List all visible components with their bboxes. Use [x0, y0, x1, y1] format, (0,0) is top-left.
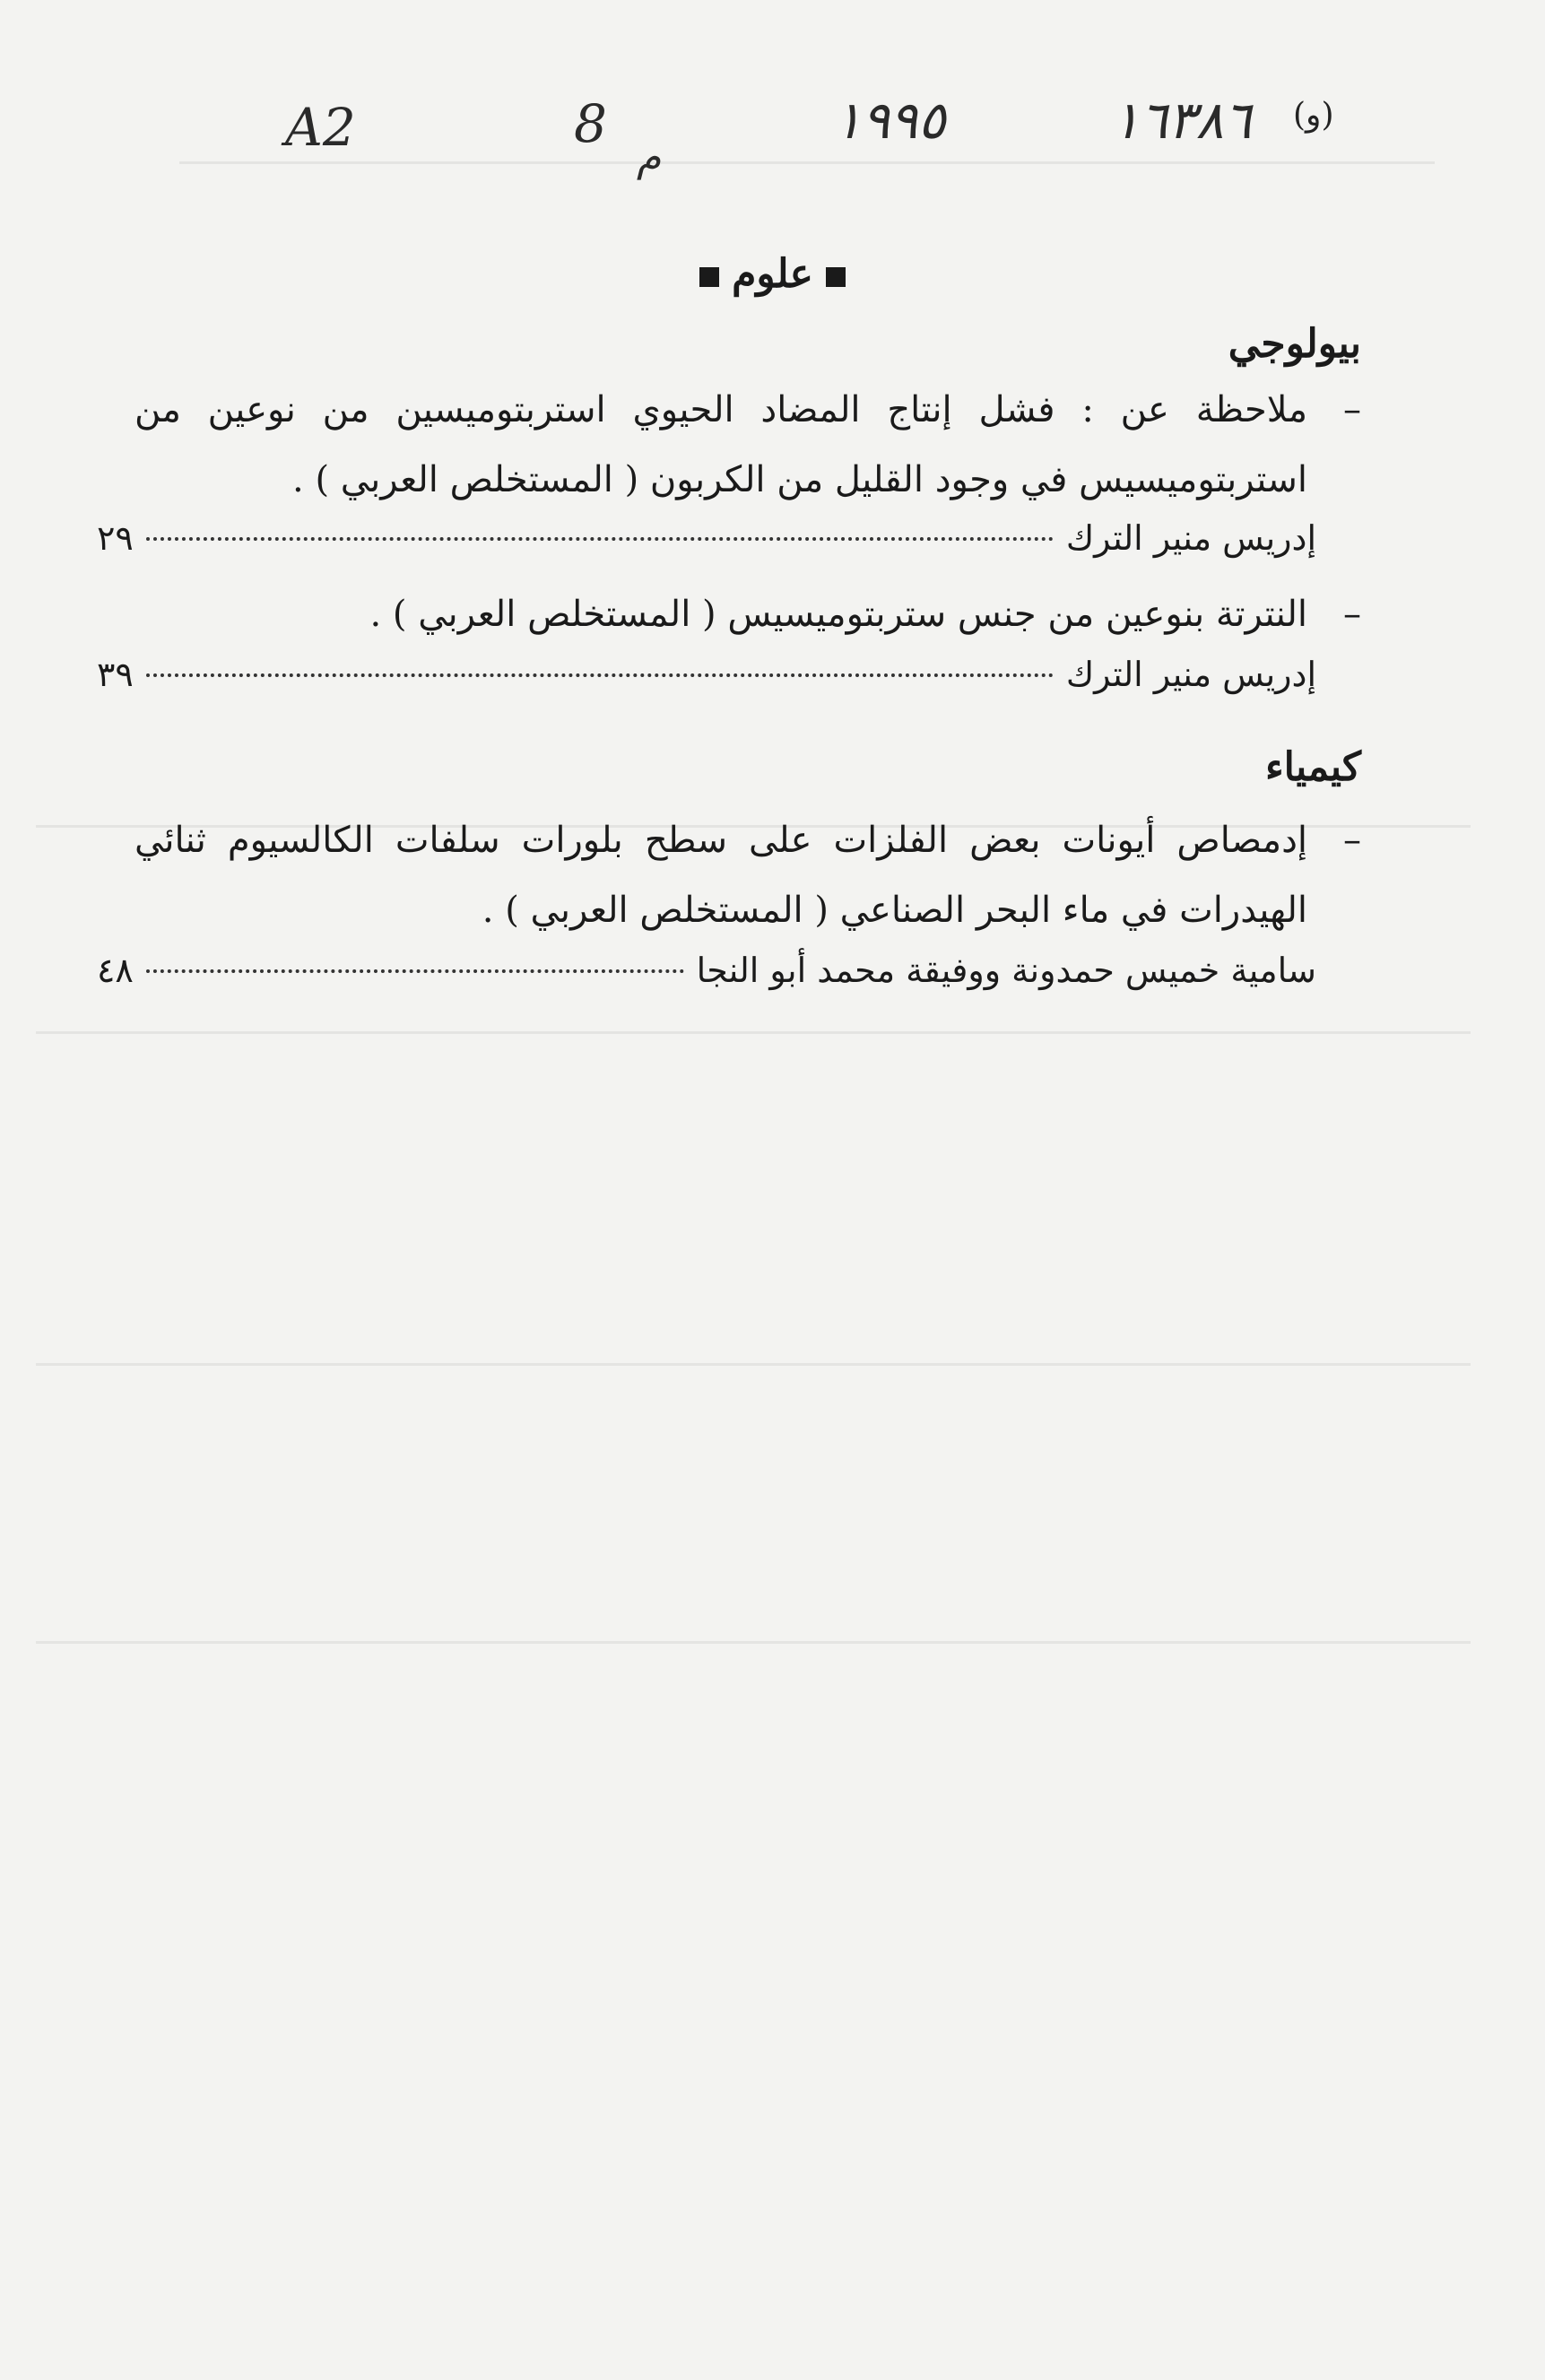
dot-leader — [146, 969, 684, 973]
bleed-through-line — [36, 1363, 1471, 1366]
toc-entry — [135, 579, 1361, 649]
toc-author-line — [97, 951, 1316, 990]
page-marker: (و) — [1293, 97, 1334, 134]
entry-dash: – — [1343, 594, 1361, 635]
toc-entry — [135, 375, 1361, 515]
bleed-through-line — [179, 161, 1435, 164]
dot-leader — [146, 673, 1054, 677]
entry-title: ملاحظة عن : فشل إنتاج المضاد الحيوي استربتوميسين من نوعين من استربتوميسيس في وجود القليل من الكربون ( المستخلص العربي ) . — [135, 389, 1307, 500]
subsection-title-biology: بيولوجي — [1228, 321, 1361, 367]
section-heading — [0, 251, 1545, 297]
bleed-through-line — [36, 1031, 1471, 1034]
toc-entry — [135, 805, 1361, 945]
entry-title: النترتة بنوعين من جنس ستربتوميسيس ( المستخلص العربي ) . — [369, 594, 1307, 635]
bleed-through-line — [36, 1641, 1471, 1644]
toc-author-line — [97, 518, 1316, 558]
entry-page-number: ٣٩ — [97, 655, 134, 694]
subsection-title-chemistry: كيمياء — [1264, 744, 1361, 790]
square-bullet-icon — [699, 267, 719, 287]
entry-dash: – — [1343, 820, 1361, 861]
handwritten-note-mid: 8 — [574, 93, 607, 154]
entry-author: إدريس منير الترك — [1065, 655, 1316, 694]
toc-author-line — [97, 655, 1316, 694]
handwritten-note-mid2: م — [637, 135, 662, 180]
square-bullet-icon — [826, 267, 846, 287]
entry-author: إدريس منير الترك — [1065, 518, 1316, 558]
entry-dash: – — [1343, 389, 1361, 430]
handwritten-number: ١٦٣٨٦ — [1112, 90, 1252, 151]
handwritten-note-left: A2 — [285, 97, 356, 158]
entry-title: إدمصاص أيونات بعض الفلزات على سطح بلورات سلفات الكالسيوم ثنائي الهيدرات في ماء البحر الصناعي ( المستخلص العربي ) . — [135, 820, 1307, 931]
section-heading-text: علوم — [732, 251, 813, 297]
entry-author: سامية خميس حمدونة ووفيقة محمد أبو النجا — [696, 951, 1316, 990]
entry-page-number: ٤٨ — [97, 951, 134, 990]
handwritten-year: ١٩٩٥ — [834, 90, 946, 151]
entry-page-number: ٢٩ — [97, 518, 134, 558]
dot-leader — [146, 537, 1054, 541]
